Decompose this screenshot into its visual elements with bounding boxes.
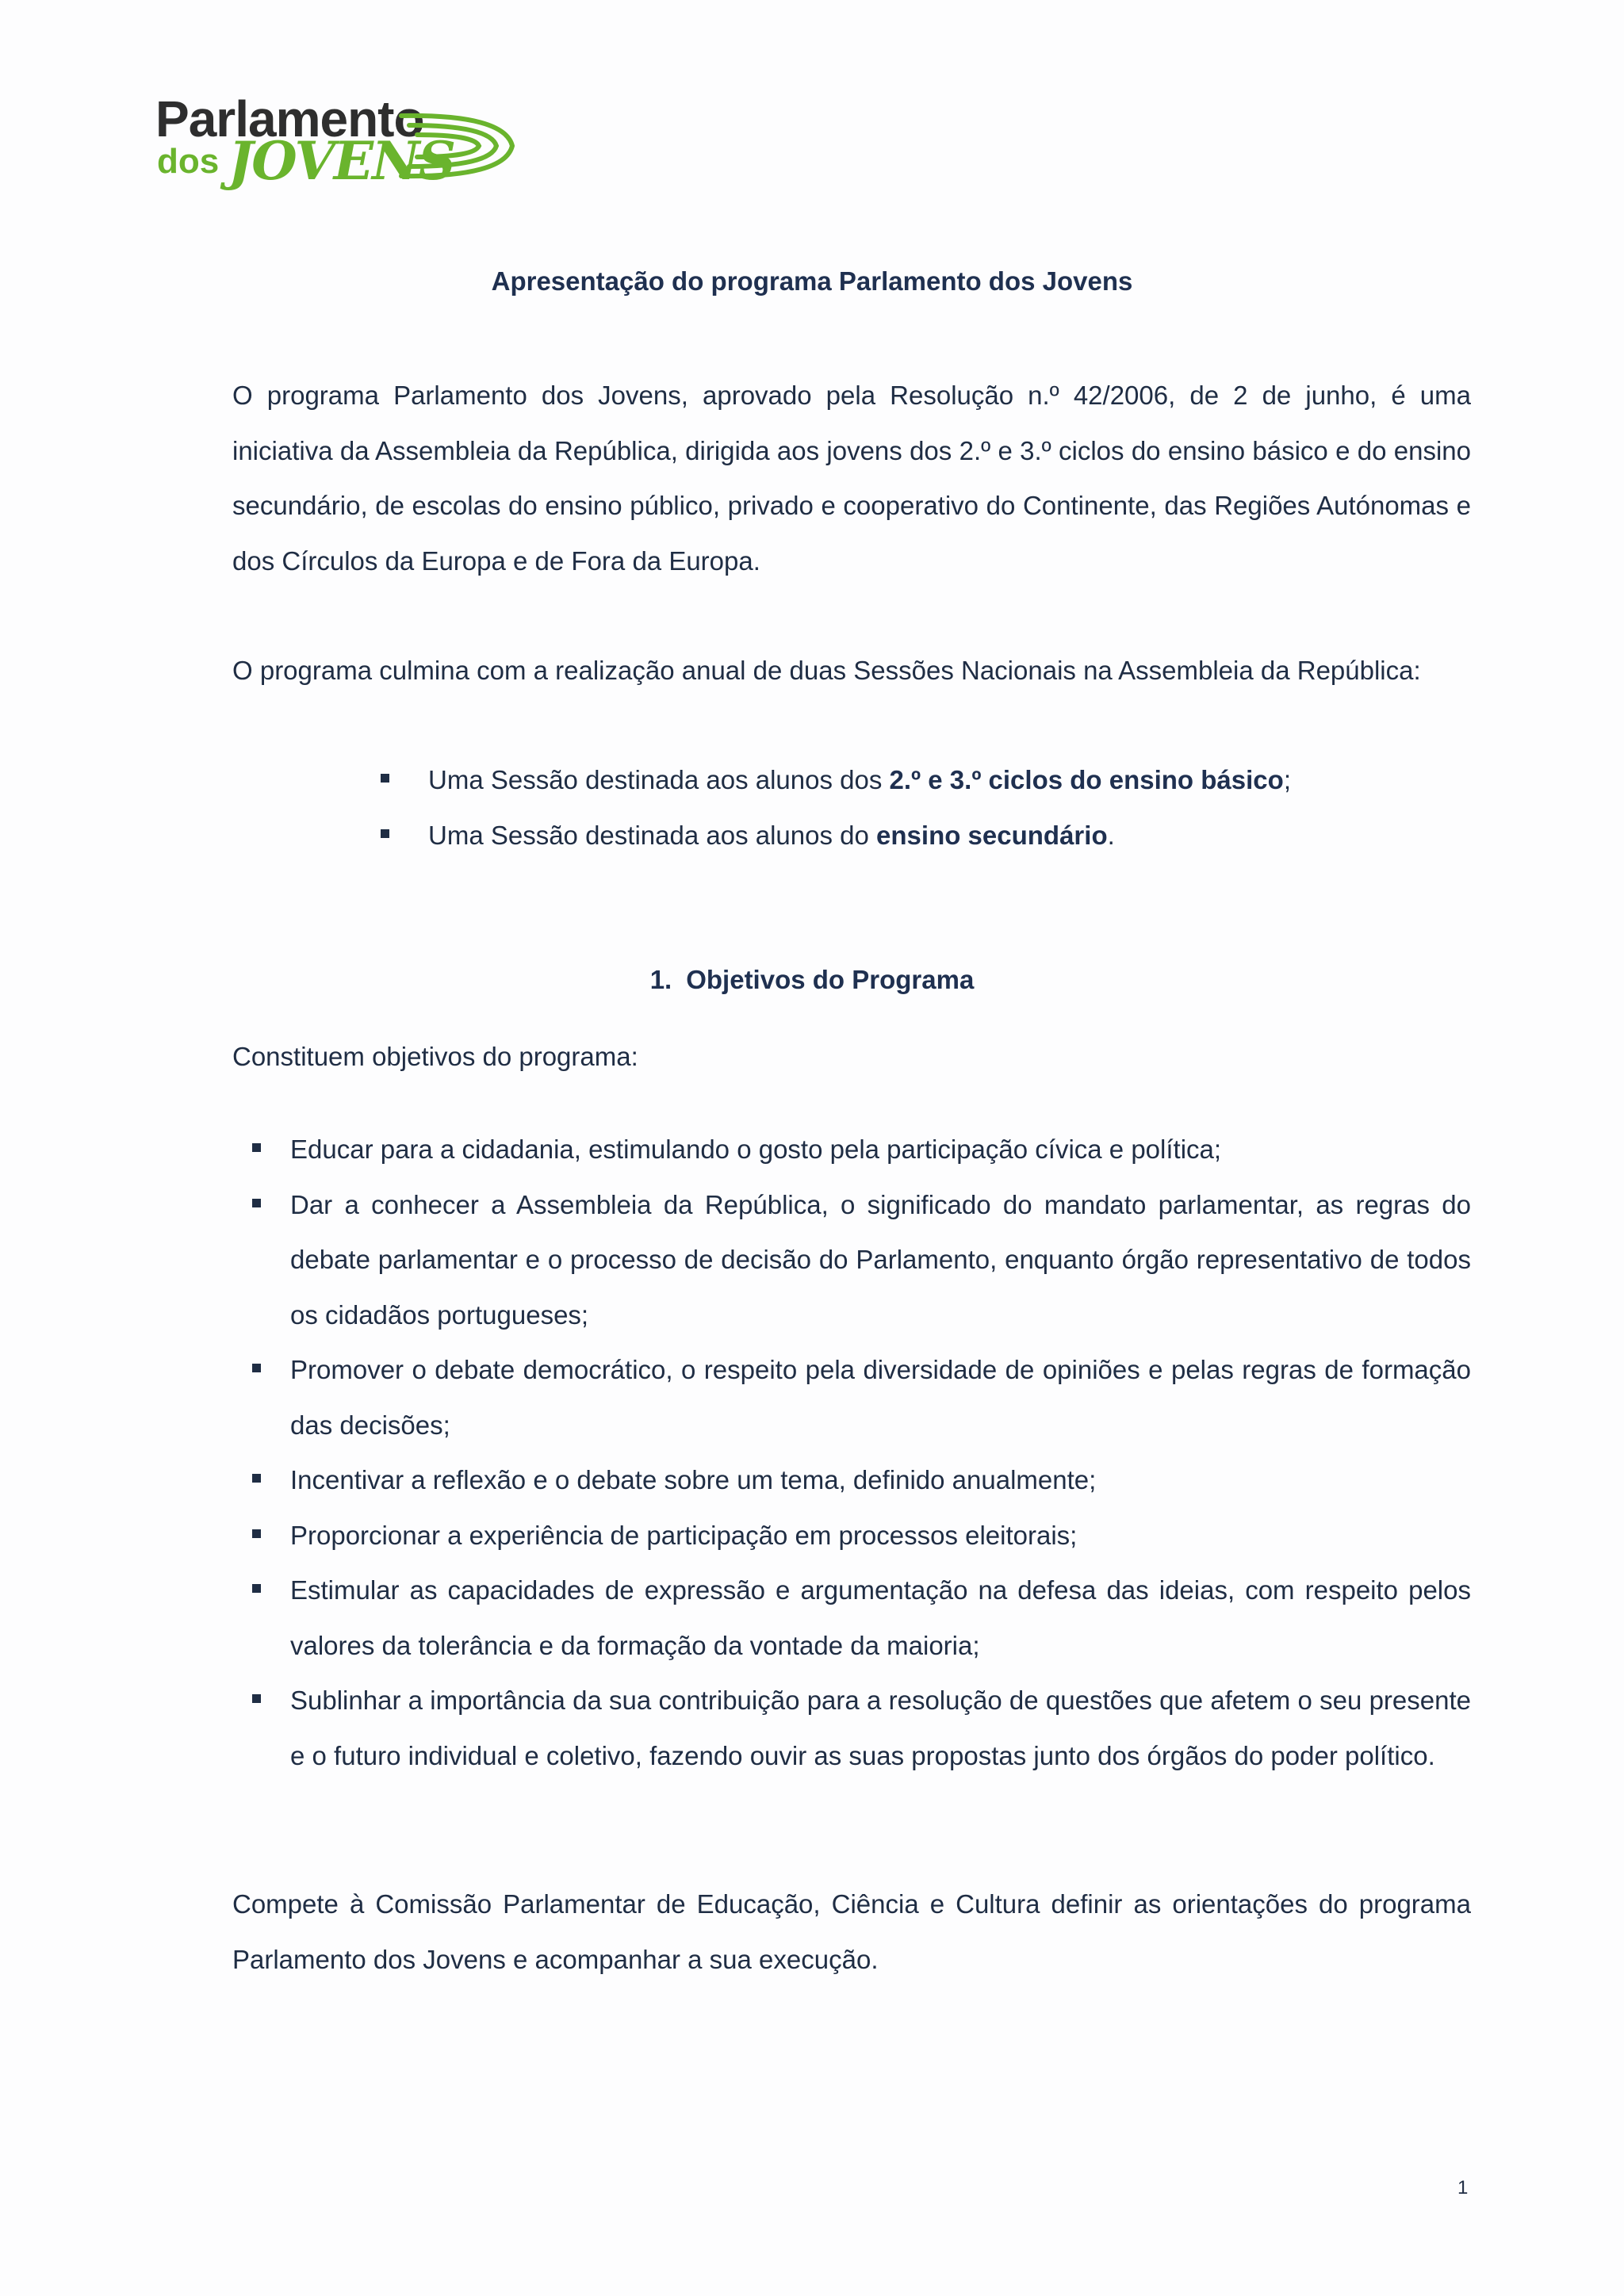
square-bullet-icon bbox=[252, 1694, 261, 1703]
list-item bbox=[232, 1342, 1471, 1452]
list-item bbox=[232, 1452, 1471, 1508]
section-title: Objetivos do Programa bbox=[686, 965, 975, 994]
objectives-intro: Constituem objetivos do programa: bbox=[232, 1042, 638, 1071]
square-bullet-icon bbox=[252, 1474, 261, 1483]
page-number: 1 bbox=[1457, 2177, 1469, 2198]
session-text-bold: ensino secundário bbox=[876, 820, 1108, 850]
square-bullet-icon bbox=[252, 1584, 261, 1593]
list-item bbox=[232, 1563, 1471, 1673]
logo-word-parlamento: Parlamento bbox=[155, 90, 424, 147]
list-item bbox=[232, 1122, 1471, 1177]
objective-text: Proporcionar a experiência de participação em processos eleitorais; bbox=[290, 1520, 1078, 1550]
square-bullet-icon bbox=[252, 1199, 261, 1207]
sessions-list bbox=[376, 752, 1486, 863]
session-text-prefix: Uma Sessão destinada aos alunos dos bbox=[428, 765, 890, 794]
closing-paragraph: Compete à Comissão Parlamentar de Educação, Ciência e Cultura definir as orientações do programa Parlamento dos Jovens e acompanhar a sua execução. bbox=[232, 1889, 1471, 1974]
objective-text: Educar para a cidadania, estimulando o gosto pela participação cívica e política; bbox=[290, 1135, 1222, 1164]
list-item bbox=[376, 808, 1486, 863]
objective-text: Incentivar a reflexão e o debate sobre um tema, definido anualmente; bbox=[290, 1465, 1097, 1494]
objective-text: Estimular as capacidades de expressão e argumentação na defesa das ideias, com respeito pelos valores da tolerância e da formação da vontade da maioria; bbox=[290, 1575, 1471, 1660]
logo-word-jovens: JOVENS bbox=[228, 130, 455, 192]
logo-word-dos: dos bbox=[157, 142, 220, 181]
parlamento-dos-jovens-logo bbox=[155, 90, 520, 197]
objective-text: Dar a conhecer a Assembleia da República, o significado do mandato parlamentar, as regras do debate parlamentar e o processo de decisão do Parlamento, enquanto órgão representativo de todos os cidadãos portugueses; bbox=[290, 1189, 1471, 1330]
list-item bbox=[232, 1673, 1471, 1783]
square-bullet-icon bbox=[381, 829, 389, 838]
square-bullet-icon bbox=[381, 774, 389, 783]
section-heading bbox=[0, 965, 1624, 995]
list-item bbox=[376, 752, 1486, 808]
session-text-suffix: . bbox=[1107, 820, 1115, 850]
document-title: Apresentação do programa Parlamento dos Jovens bbox=[491, 266, 1133, 296]
section-number: 1. bbox=[649, 965, 672, 994]
session-text-bold: 2.º e 3.º ciclos do ensino básico bbox=[889, 765, 1284, 794]
objectives-list bbox=[232, 1122, 1471, 1783]
intro-paragraph: O programa Parlamento dos Jovens, aprovado pela Resolução n.º 42/2006, de 2 de junho, é uma iniciativa da Assembleia da República, dirigida aos jovens dos 2.º e 3.º ciclos do ensino básico e do ensino secundário, de escolas do ensino público, privado e cooperativo do Continente, das Regiões Autónomas e dos Círculos da Europa e de Fora da Europa. bbox=[232, 381, 1471, 576]
sessions-intro-paragraph: O programa culmina com a realização anual de duas Sessões Nacionais na Assembleia da República: bbox=[232, 656, 1421, 685]
session-text-prefix: Uma Sessão destinada aos alunos do bbox=[428, 820, 877, 850]
list-item bbox=[232, 1177, 1471, 1343]
objective-text: Promover o debate democrático, o respeito pela diversidade de opiniões e pelas regras de formação das decisões; bbox=[290, 1355, 1471, 1440]
objective-text: Sublinhar a importância da sua contribuição para a resolução de questões que afetem o seu presente e o futuro individual e coletivo, fazendo ouvir as suas propostas junto dos órgãos do poder político. bbox=[290, 1686, 1471, 1770]
square-bullet-icon bbox=[252, 1143, 261, 1152]
list-item bbox=[232, 1508, 1471, 1563]
session-text-suffix: ; bbox=[1283, 765, 1291, 794]
square-bullet-icon bbox=[252, 1364, 261, 1372]
square-bullet-icon bbox=[252, 1529, 261, 1538]
hemicycle-icon bbox=[385, 100, 520, 187]
